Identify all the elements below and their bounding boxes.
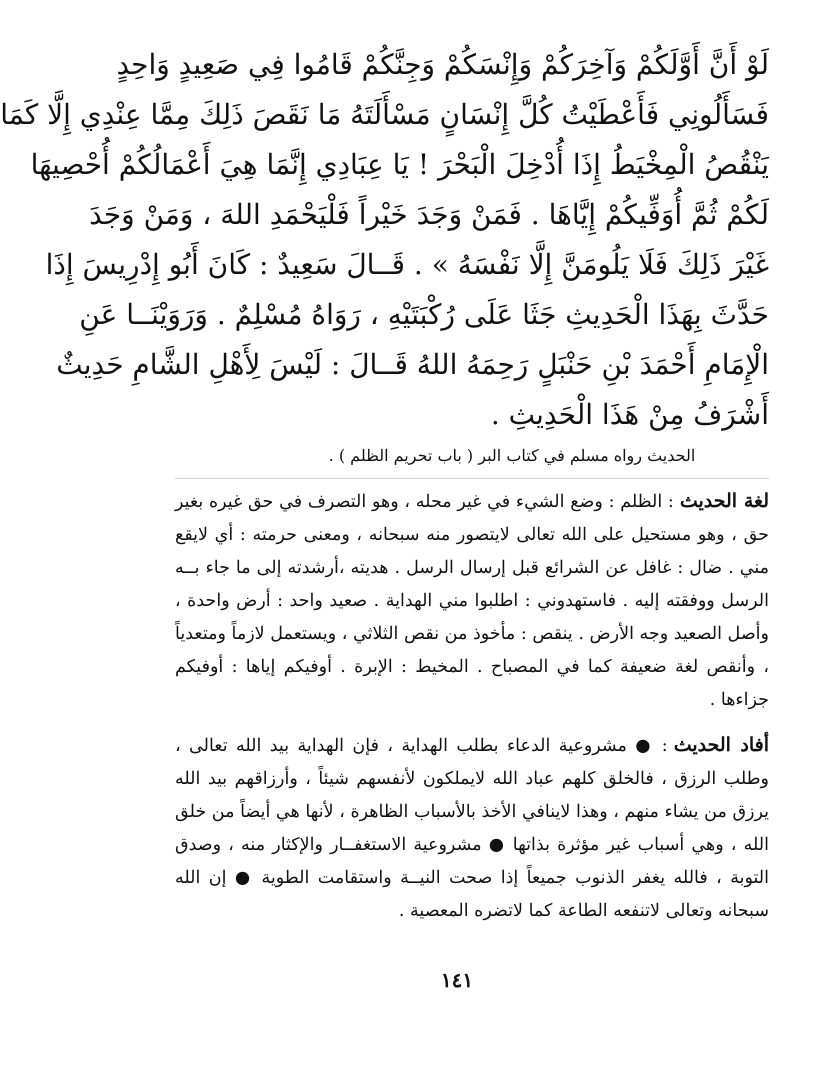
page-body (0, 40, 769, 928)
hadith-line: حَدَّثَ بِهَذَا الْحَدِيثِ جَثَا عَلَى رُكْبَتَيْهِ ، رَوَاهُ مُسْلِمٌ . وَرَوَيْنَــا عَنِ (79, 298, 769, 331)
hadith-line: يَنْقُصُ الْمِخْيَطُ إِذَا أُدْخِلَ الْبَحْرَ ! يَا عِبَادِي إِنَّمَا هِيَ أَعْمَالُكُمْ أُحْصِيهَا (30, 148, 769, 181)
language-heading: لغة الحديث (679, 490, 769, 512)
language-text: : الظلم : وضع الشيء في غير محله ، وهو التصرف في حق غيره بغير حق ، وهو مستحيل على الله تعالى لايتصور منه سبحانه ، ومعنى حرمته : أي لايقع مني . ضال : غافل عن الشرائع قبل إرسال الرسل . هديته ،أرشدته إلى ما جاء بــه الرسل ووفقته إليه . فاستهدوني : اطلبوا مني الهداية . صعيد واحد : أرض واحدة ، وأصل الصعيد وجه الأرض . ينقص : مأخوذ من نقص الثلاثي ، ويستعمل لازماً ومتعدياً ، وأنقص لغة ضعيفة كما في المصباح . المخيط : الإبرة . أوفيكم إياها : أوفيكم جزاءها . (175, 492, 769, 710)
hadith-text (0, 40, 769, 440)
benefits-heading: أفاد الحديث (673, 734, 769, 756)
language-section (175, 485, 769, 717)
benefits-text: : ● مشروعية الدعاء بطلب الهداية ، فإن الهداية بيد الله تعالى ، وطلب الرزق ، فالخلق كلهم عباد الله لايملكون لأنفسهم شيئاً ، وأرزاقهم بيد الله يرزق من يشاء منهم ، وهذا لاينافي الأخذ بالأسباب الظاهرة ، لأنها هي أيضاً من خلق الله ، وهي أسباب غير مؤثرة بذاتها ● مشروعية الاستغفــار والإكثار منه ، وصدق التوبة ، فالله يغفر الذنوب جميعاً إذا صحت النيــة واستقامت الطوية ● إن الله سبحانه وتعالى لاتنفعه الطاعة كما لاتضره المعصية . (175, 736, 769, 921)
hadith-line: الْإِمَامِ أَحْمَدَ بْنِ حَنْبَلٍ رَحِمَهُ اللهُ قَــالَ : لَيْسَ لِأَهْلِ الشَّامِ حَدِيثٌ (56, 348, 769, 381)
hadith-line: أَشْرَفُ مِنْ هَذَا الْحَدِيثِ . (490, 398, 769, 431)
hadith-line: فَسَأَلُونِي فَأَعْطَيْتُ كُلَّ إِنْسَانٍ مَسْأَلَتَهُ مَا نَقَصَ ذَلِكَ مِمَّا عِنْدِي إِلَّا كَمَا (0, 98, 769, 131)
hadith-line: لَوْ أَنَّ أَوَّلَكُمْ وَآخِرَكُمْ وَإِنْسَكُمْ وَجِنَّكُمْ قَامُوا فِي صَعِيدٍ وَاحِدٍ (116, 48, 769, 81)
hadith-line: لَكُمْ ثُمَّ أُوَفِّيكُمْ إِيَّاهَا . فَمَنْ وَجَدَ خَيْراً فَلْيَحْمَدِ اللهَ ، وَمَنْ وَجَدَ (89, 198, 769, 231)
page-number: ١٤١ (440, 968, 474, 992)
benefits-section (175, 729, 769, 928)
hadith-line: غَيْرَ ذَلِكَ فَلَا يَلُومَنَّ إِلَّا نَفْسَهُ » . قَــالَ سَعِيدٌ : كَانَ أَبُو إِدْرِيسَ إِذَا (45, 248, 769, 281)
section-divider (175, 478, 769, 479)
source-note: الحديث رواه مسلم في كتاب البر ( باب تحريم الظلم ) . (328, 446, 696, 465)
